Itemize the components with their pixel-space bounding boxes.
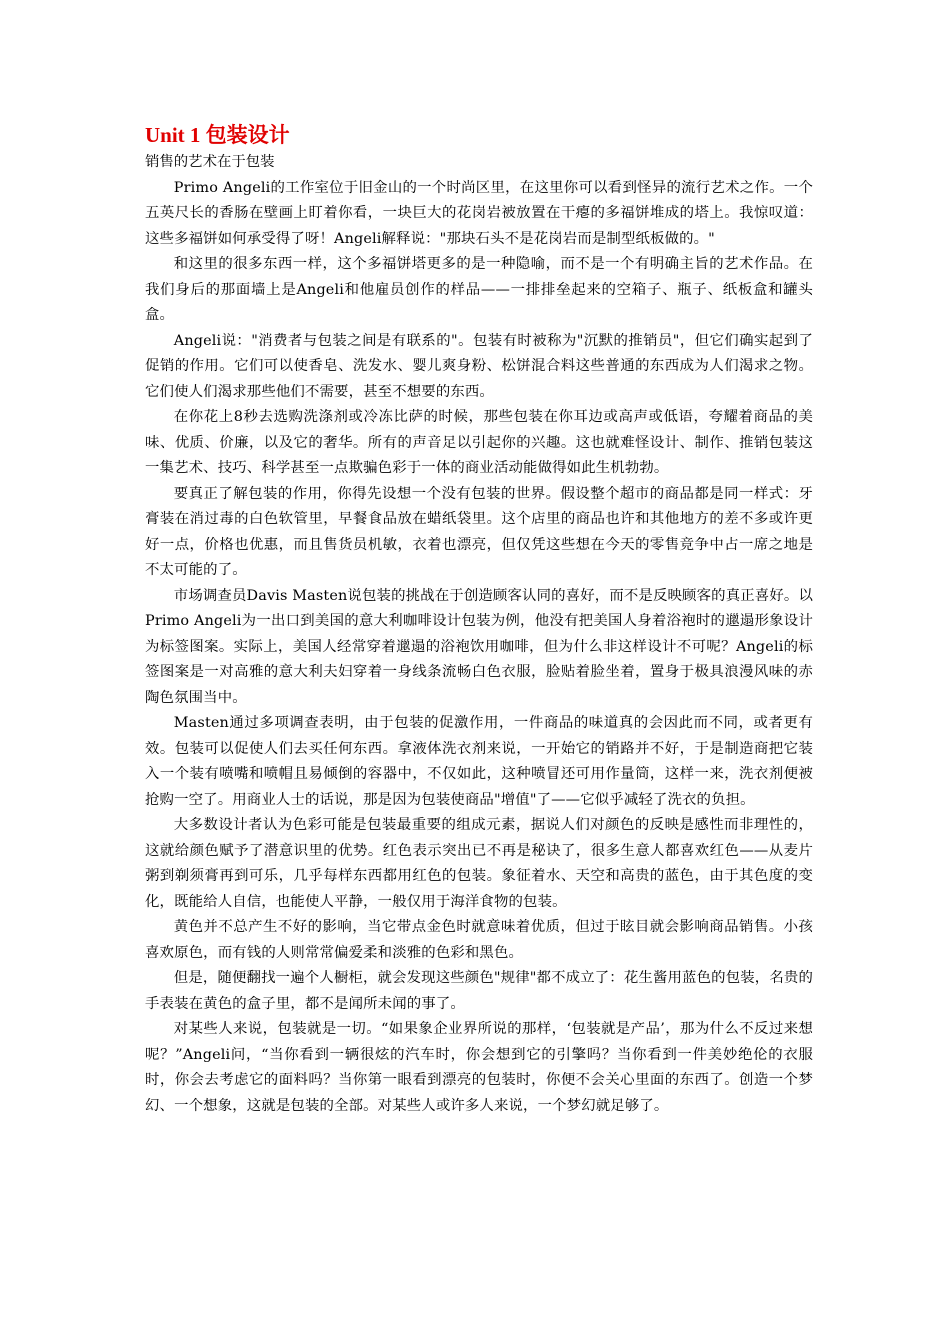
paragraph: 但是，随便翻找一遍个人橱柜，就会发现这些颜色"规律"都不成立了：花生酱用蓝色的包装，名贵的手表装在黄色的盒子里，都不是闻所未闻的事了。 (145, 970, 813, 1012)
paragraph: 黄色并不总产生不好的影响，当它带点金色时就意味着优质，但过于眩目就会影响商品销售。小孩喜欢原色，而有钱的人则常常偏爱柔和淡雅的色彩和黑色。 (145, 919, 813, 961)
document-title: Unit 1 包装设计 (145, 123, 290, 147)
document-subtitle: 销售的艺术在于包装 (145, 154, 275, 170)
paragraph: Primo Angeli的工作室位于旧金山的一个时尚区里，在这里你可以看到怪异的流行艺术之作。一个五英尺长的香肠在壁画上盯着你看，一块巨大的花岗岩被放置在干瘪的多福饼堆成的塔上。我惊叹道：这些多福饼如何承受得了呀！Angeli解释说："那块石头不是花岗岩而是制型纸板做的。" (145, 179, 813, 247)
paragraph: 在你花上8秒去选购洗涤剂或冷冻比萨的时候，那些包装在你耳边或高声或低语，夸耀着商品的美味、优质、价廉，以及它的奢华。所有的声音足以引起你的兴趣。这也就难怪设计、制作、推销包装这一集艺术、技巧、科学甚至一点欺骗色彩于一体的商业活动能做得如此生机勃勃。 (145, 409, 813, 476)
document-page (145, 120, 813, 1119)
paragraph: Masten通过多项调查表明，由于包装的促激作用，一件商品的味道真的会因此而不同，或者更有效。包装可以促使人们去买任何东西。拿液体洗衣剂来说，一开始它的销路并不好，于是制造商把它装入一个装有喷嘴和喷帽且易倾倒的容器中，不仅如此，这种喷冒还可用作量筒，这样一来，洗衣剂便被抢购一空了。用商业人士的话说，那是因为包装使商品"增值"了——它似乎减轻了洗衣的负担。 (145, 715, 813, 808)
paragraph: Angeli说："消费者与包装之间是有联系的"。包装有时被称为"沉默的推销员"，但它们确实起到了促销的作用。它们可以使香皂、洗发水、婴儿爽身粉、松饼混合料这些普通的东西成为人们渴求之物。它们使人们渴求那些他们不需要，甚至不想要的东西。 (145, 332, 813, 400)
paragraph: 市场调查员Davis Masten说包装的挑战在于创造顾客认同的喜好，而不是反映顾客的真正喜好。以Primo Angeli为一出口到美国的意大利咖啡设计包装为例，他没有把美国人身着浴袍时的邋遢形象设计为标签图案。实际上，美国人经常穿着邋遢的浴袍饮用咖啡，但为什么非这样设计不可呢？Angeli的标签图案是一对高雅的意大利夫妇穿着一身线条流畅白色衣服，脸贴着脸坐着，置身于极具浪漫风味的赤陶色氛围当中。 (145, 587, 813, 706)
paragraph: 和这里的很多东西一样，这个多福饼塔更多的是一种隐喻，而不是一个有明确主旨的艺术作品。在我们身后的那面墙上是Angeli和他雇员创作的样品——一排排垒起来的空箱子、瓶子、纸板盒和罐头盒。 (145, 256, 813, 323)
paragraph: 要真正了解包装的作用，你得先设想一个没有包装的世界。假设整个超市的商品都是同一样式：牙膏装在消过毒的白色软管里，早餐食品放在蜡纸袋里。这个店里的商品也许和其他地方的差不多或许更好一点，价格也优惠，而且售货员机敏，衣着也漂亮，但仅凭这些想在今天的零售竞争中占一席之地是不太可能的了。 (145, 485, 813, 578)
paragraph: 大多数设计者认为色彩可能是包装最重要的组成元素，据说人们对颜色的反映是感性而非理性的，这就给颜色赋予了潜意识里的优势。红色表示突出已不再是秘诀了，很多生意人都喜欢红色——从麦片粥到剃须膏再到可乐，几乎每样东西都用红色的包装。象征着水、天空和高贵的蓝色，由于其色度的变化，既能给人自信，也能使人平静，一般仅用于海洋食物的包装。 (145, 817, 813, 910)
paragraph: 对某些人来说，包装就是一切。“如果象企业界所说的那样，‘包装就是产品’，那为什么不反过来想呢？”Angeli问，“当你看到一辆很炫的汽车时，你会想到它的引擎吗？当你看到一件美妙绝伦的衣服时，你会去考虑它的面料吗？当你第一眼看到漂亮的包装时，你便不会关心里面的东西了。创造一个梦幻、一个想象，这就是包装的全部。对某些人或许多人来说，一个梦幻就足够了。 (145, 1021, 813, 1114)
